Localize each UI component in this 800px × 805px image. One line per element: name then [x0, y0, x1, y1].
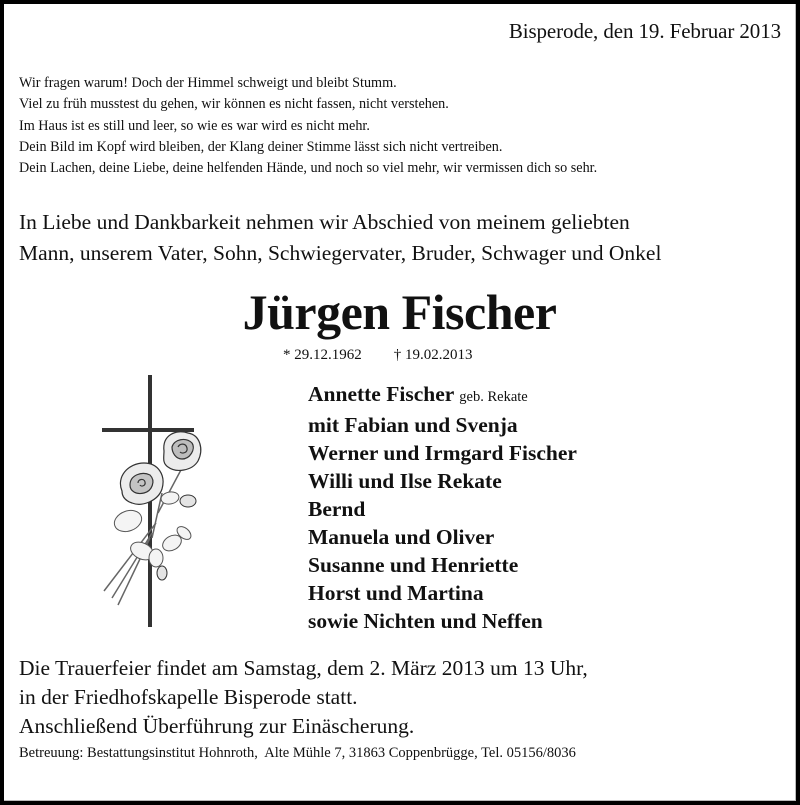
- cross-with-roses-icon: [92, 373, 212, 629]
- mourner-line: Susanne und Henriette: [308, 553, 519, 577]
- obituary-frame: [4, 4, 796, 801]
- mourner-name: Annette Fischer: [308, 382, 454, 406]
- mourner-line: Horst und Martina: [308, 581, 484, 605]
- poem-line: Viel zu früh musstest du gehen, wir können es nicht fassen, nicht verstehen.: [19, 96, 449, 113]
- intro-line: In Liebe und Dankbarkeit nehmen wir Abschied von meinem geliebten: [19, 210, 630, 234]
- mourner-line: mit Fabian und Svenja: [308, 413, 518, 437]
- life-dates: [283, 347, 473, 364]
- dateline: Bisperode, den 19. Februar 2013: [508, 19, 781, 43]
- mourner-line: Manuela und Oliver: [308, 525, 495, 549]
- death-date: † 19.02.2013: [393, 347, 473, 363]
- poem: [19, 73, 597, 179]
- service-info: [19, 654, 588, 741]
- mourners-list: [308, 380, 577, 635]
- service-line: Die Trauerfeier findet am Samstag, dem 2. März 2013 um 13 Uhr,: [19, 656, 588, 680]
- mourner-line: Werner und Irmgard Fischer: [308, 441, 577, 465]
- intro-text: [19, 207, 661, 268]
- mourner-line: Willi und Ilse Rekate: [308, 469, 502, 493]
- maiden-name: geb. Rekate: [459, 389, 528, 405]
- poem-line: Im Haus ist es still und leer, so wie es war wird es nicht mehr.: [19, 117, 370, 134]
- intro-line: Mann, unserem Vater, Sohn, Schwiegervater, Bruder, Schwager und Onkel: [19, 240, 662, 265]
- funeral-home-footer: Betreuung: Bestattungsinstitut Hohnroth, Alte Mühle 7, 31863 Coppenbrügge, Tel. 05156/8036: [19, 745, 576, 761]
- service-line: Anschließend Überführung zur Einäscherung.: [19, 714, 415, 738]
- deceased-name: Jürgen Fischer: [242, 284, 557, 340]
- mourner-line: sowie Nichten und Neffen: [308, 609, 543, 633]
- poem-line: Dein Bild im Kopf wird bleiben, der Klang deiner Stimme lässt sich nicht vertreiben.: [19, 138, 503, 155]
- mourner-line: Bernd: [308, 497, 366, 521]
- poem-line: Wir fragen warum! Doch der Himmel schweigt und bleibt Stumm.: [19, 75, 397, 91]
- service-line: in der Friedhofskapelle Bisperode statt.: [19, 685, 358, 709]
- mourner-line: [308, 380, 577, 411]
- poem-line: Dein Lachen, deine Liebe, deine helfenden Hände, und noch so viel mehr, wir vermissen dich so sehr.: [19, 160, 598, 177]
- birth-date: * 29.12.1962: [283, 347, 362, 363]
